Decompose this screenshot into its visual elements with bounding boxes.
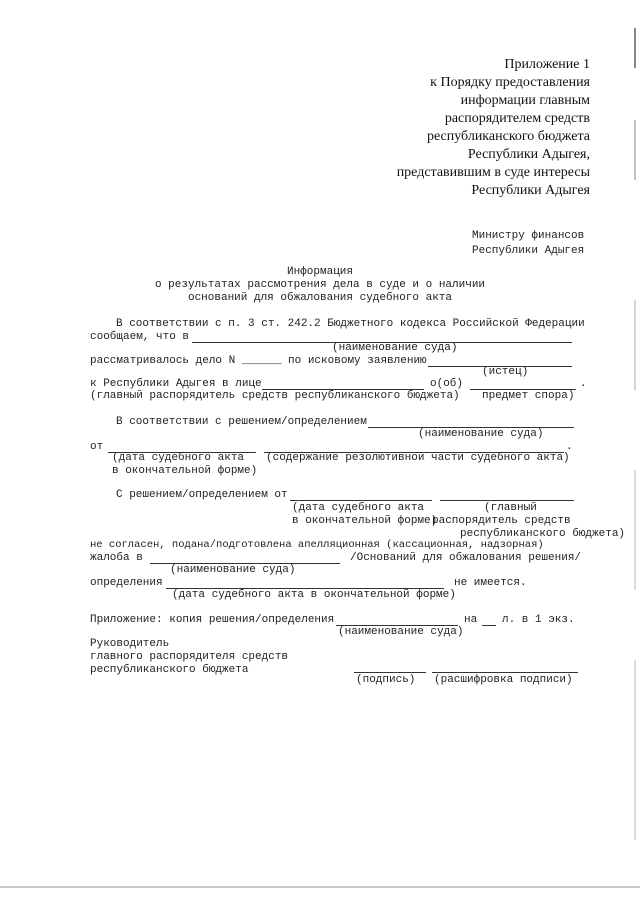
section1-intro: В соответствии с п. 3 ст. 242.2 Бюджетного кодекса Российской Федерации — [116, 318, 585, 330]
signature-line — [354, 672, 426, 673]
date-hint: (дата судебного акта в окончательной форме) — [172, 589, 456, 601]
section2-intro: В соответствии с решением/определением — [116, 416, 367, 428]
gr-line — [440, 500, 574, 501]
appendix-line: Республики Адыгея, — [467, 147, 590, 162]
section3-intro: С решением/определением от — [116, 489, 288, 501]
scan-margin-mark — [634, 120, 636, 180]
gr-hint: распорядитель средств — [432, 515, 571, 527]
signature-decode-line — [432, 672, 578, 673]
appendix-block — [397, 56, 590, 200]
gr-hint: республиканского бюджета) — [460, 528, 626, 540]
date-hint: (дата судебного акта — [292, 502, 425, 514]
gr-hint: (главный распорядитель средств республиканского бюджета) — [90, 390, 460, 402]
attachment-sheets: л. в 1 экз. — [502, 614, 575, 626]
date-hint: в окончательной форме) — [292, 515, 438, 527]
section1-reports: сообщаем, что в — [90, 331, 190, 343]
case-number-text: рассматривалось дело N ______ по исковому заявлению — [90, 355, 427, 367]
plaintiff-hint: (истец) — [482, 366, 529, 378]
scan-margin-mark — [634, 660, 636, 840]
attachment-text: Приложение: копия решения/определения — [90, 614, 335, 626]
subject-about-text: о(об) — [430, 378, 464, 390]
appendix-line: представившим в суде интересы — [396, 165, 590, 180]
resolution-hint: (содержание резолютивной части судебного акта) — [266, 452, 570, 464]
date-line — [290, 500, 432, 501]
recipient-line: Республики Адыгея — [472, 245, 585, 257]
signature-title: республиканского бюджета — [90, 664, 249, 676]
date-hint: в окончательной форме) — [112, 465, 258, 477]
scan-margin-mark — [634, 300, 636, 390]
period: . — [580, 378, 587, 390]
appendix-line: республиканского бюджета — [426, 129, 590, 144]
scan-bottom-edge — [0, 886, 640, 888]
appendix-line: к Порядку предоставления — [430, 75, 590, 90]
date-hint: (дата судебного акта — [112, 452, 245, 464]
appendix-line: Республики Адыгея — [471, 183, 590, 198]
complaint-in-text: жалоба в — [90, 552, 143, 564]
from-label: от — [90, 441, 104, 453]
recipient-block — [472, 229, 584, 259]
subject-hint: предмет спора) — [482, 390, 575, 402]
document-subtitle: о результатах рассмотрения дела в суде и о наличии — [154, 279, 486, 291]
signature-title: главного распорядителя средств — [90, 651, 289, 663]
signature-title: Руководитель — [90, 638, 170, 650]
court-name-hint: (наименование суда) — [332, 342, 458, 354]
document-title: Информация — [286, 266, 353, 278]
gr-hint: (главный — [484, 502, 537, 514]
court-name-hint: (наименование суда) — [338, 626, 464, 638]
absent-text: не имеется. — [454, 577, 527, 589]
appendix-line: распорядителем средств — [444, 111, 590, 126]
recipient-line: Министру финансов — [472, 230, 585, 242]
court-name-hint: (наименование суда) — [418, 428, 544, 440]
attachment-on: на — [464, 614, 478, 626]
period: . — [566, 441, 573, 453]
defendant-text: к Республики Адыгея в лице — [90, 378, 262, 390]
scan-margin-mark — [634, 28, 636, 68]
appendix-line: Приложение 1 — [504, 57, 590, 72]
document-subtitle: оснований для обжалования судебного акта — [187, 292, 453, 304]
signature-hint: (подпись) — [356, 674, 416, 686]
disagree-text: не согласен, подана/подготовлена апелляционная (кассационная, надзорная) — [90, 539, 544, 551]
scan-margin-mark — [634, 470, 636, 590]
appendix-line: информации главным — [460, 93, 590, 108]
sheets-count-line — [482, 625, 496, 626]
ruling-text: определения — [90, 577, 163, 589]
no-grounds-text: /Оснований для обжалования решения/ — [350, 552, 582, 564]
court-name-hint: (наименование суда) — [170, 564, 296, 576]
signature-decode-hint: (расшифровка подписи) — [434, 674, 573, 686]
